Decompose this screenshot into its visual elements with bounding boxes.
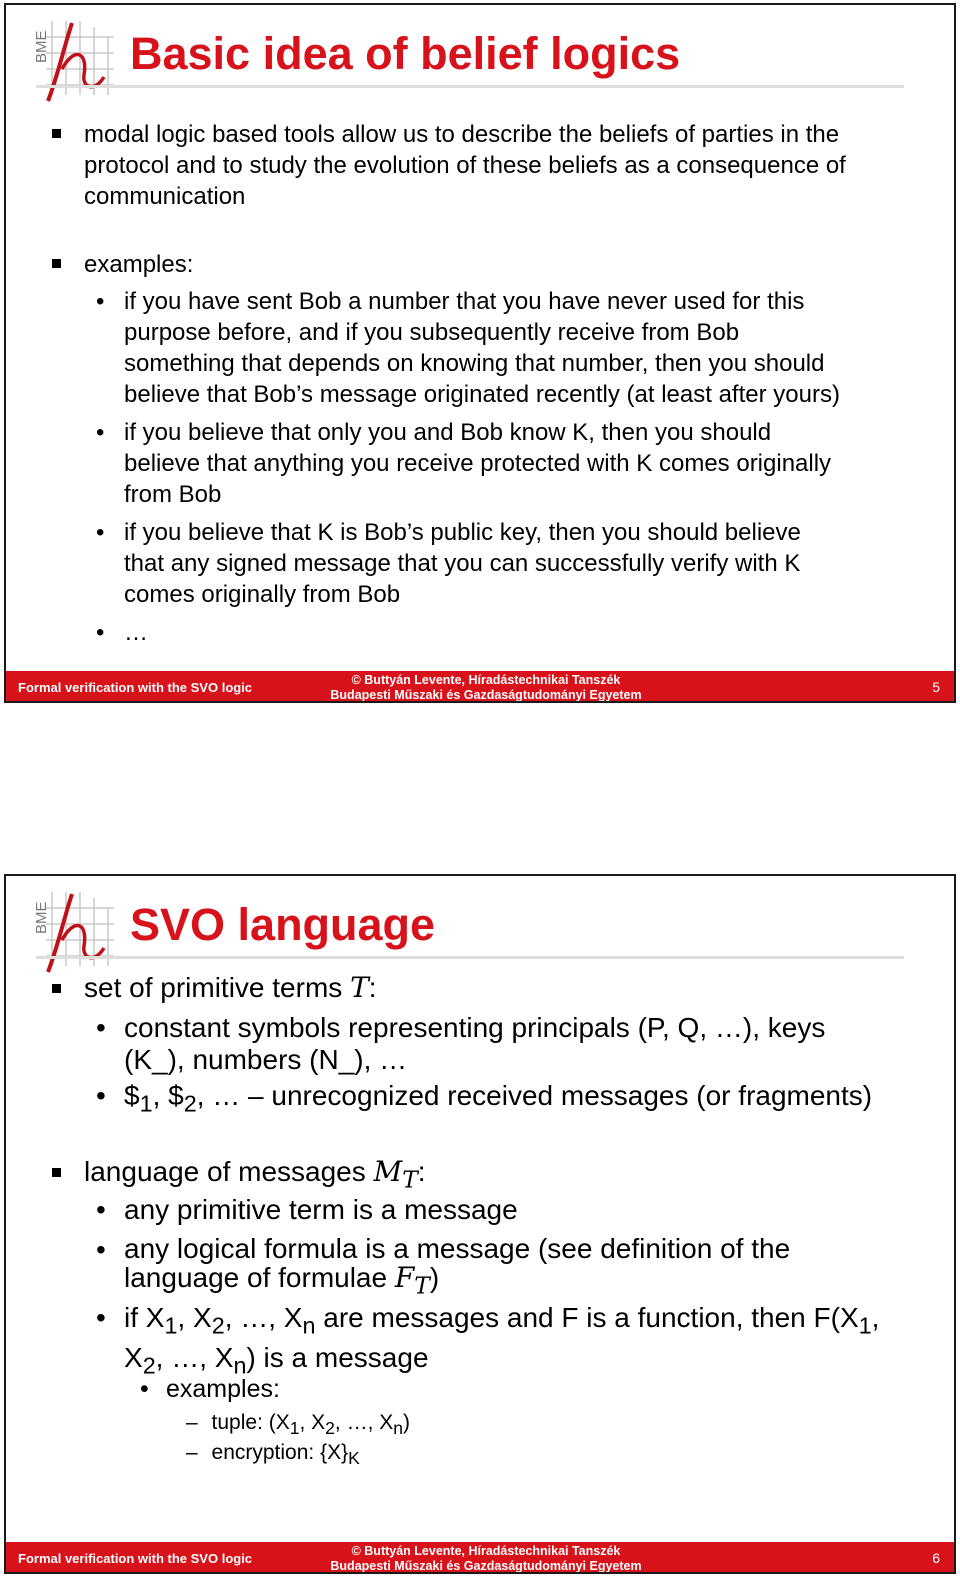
- dot-bullet-icon: •: [96, 519, 105, 546]
- dot-bullet-icon: •: [96, 419, 105, 446]
- dot-bullet-icon: •: [140, 1375, 149, 1403]
- square-bullet-icon: [52, 984, 61, 993]
- footer-course-title: Formal verification with the SVO logic: [18, 1551, 253, 1566]
- slide-footer: [6, 671, 954, 701]
- dot-bullet-icon: •: [96, 1234, 106, 1265]
- slide-footer: [6, 1542, 954, 1572]
- slide-title: SVO language: [130, 899, 436, 950]
- dot-bullet-icon: •: [96, 288, 105, 315]
- svg-text:BME: BME: [33, 901, 50, 934]
- square-bullet-icon: [52, 1168, 61, 1177]
- footer-copyright: © Buttyán Levente, Híradástechnikai Tanszék Budapesti Műszaki és Gazdaságtudományi Egyetem: [330, 673, 642, 702]
- example-encryption: – encryption: $\{X\}_K$: [186, 1441, 360, 1469]
- title-divider: [36, 956, 904, 959]
- square-bullet-icon: [52, 129, 61, 138]
- dot-bullet-icon: •: [96, 1080, 106, 1111]
- square-bullet-icon: [52, 259, 61, 268]
- title-divider: [36, 85, 904, 88]
- bme-logo-icon: [22, 17, 118, 105]
- footer-copyright: © Buttyán Levente, Híradástechnikai Tanszék Budapesti Műszaki és Gazdaságtudományi Egyetem: [330, 1544, 642, 1573]
- dash-bullet-icon: –: [186, 1411, 198, 1434]
- dot-bullet-icon: •: [96, 1194, 106, 1225]
- page-number: 6: [932, 1550, 940, 1566]
- slide-5: BME Basic idea of belief logics modal logic based tools allow us to describe the beliefs of parties in the protocol and to study the evolution of these beliefs as a consequence of communication examples: • if you have sent Bob a number that you have never used for this purpose before, and if you subsequently receive from Bob something that depends on knowing that number, then you should believe that Bob’s message originated recently (at least after yours) • if you believe that only you and Bob know K, then you should believe that anything you receive protected with K comes originally from Bob • if you believe that K is Bob’s public key, then you should believe that any signed message that you can successfully verify with K comes originally from Bob • … Formal verification with the SVO logic © Buttyán Levente, Híradástechnikai Tanszék Budapesti Műszaki és Gazdaságtudományi Egyetem 5: [4, 3, 956, 703]
- example-tuple: – tuple: ($X_1$, $X_2$, …, $X_n$): [186, 1411, 410, 1439]
- dash-bullet-icon: –: [186, 1441, 198, 1464]
- dot-bullet-icon: •: [96, 619, 105, 646]
- slide-title: Basic idea of belief logics: [130, 28, 681, 79]
- svg-text:BME: BME: [33, 30, 50, 63]
- footer-course-title: Formal verification with the SVO logic: [18, 680, 253, 695]
- bme-logo-icon: [22, 888, 118, 976]
- dot-bullet-icon: •: [96, 1012, 106, 1043]
- dot-bullet-icon: •: [96, 1302, 106, 1333]
- slide-6: BME SVO language set of primitive terms T: • constant symbols representing principals (P, Q, …), keys (K_), numbers (N_), … • $\$_1$, $\$_2$, … – unrecognized received messages (or fragments) language of messages $M_T$: • any primitive term is a message • any logical formula is a message (see definition of the language of formulae $F_T$) • if $X_1$, $X_2$, …, $X_n$ are messages and F is a function, then $F(X_1$, $X_2$, …, $X_n$) is a message • examples: – tuple: ($X_1$, $X_2$, …, $X_n$) – encryption: $\{X\}_K$ Formal verification with the SVO logic © Buttyán Levente, Híradástechnikai Tanszék Budapesti Műszaki és Gazdaságtudományi Egyetem 6: [4, 874, 956, 1574]
- script-t-symbol: T: [350, 971, 369, 1004]
- page-number: 5: [932, 679, 940, 695]
